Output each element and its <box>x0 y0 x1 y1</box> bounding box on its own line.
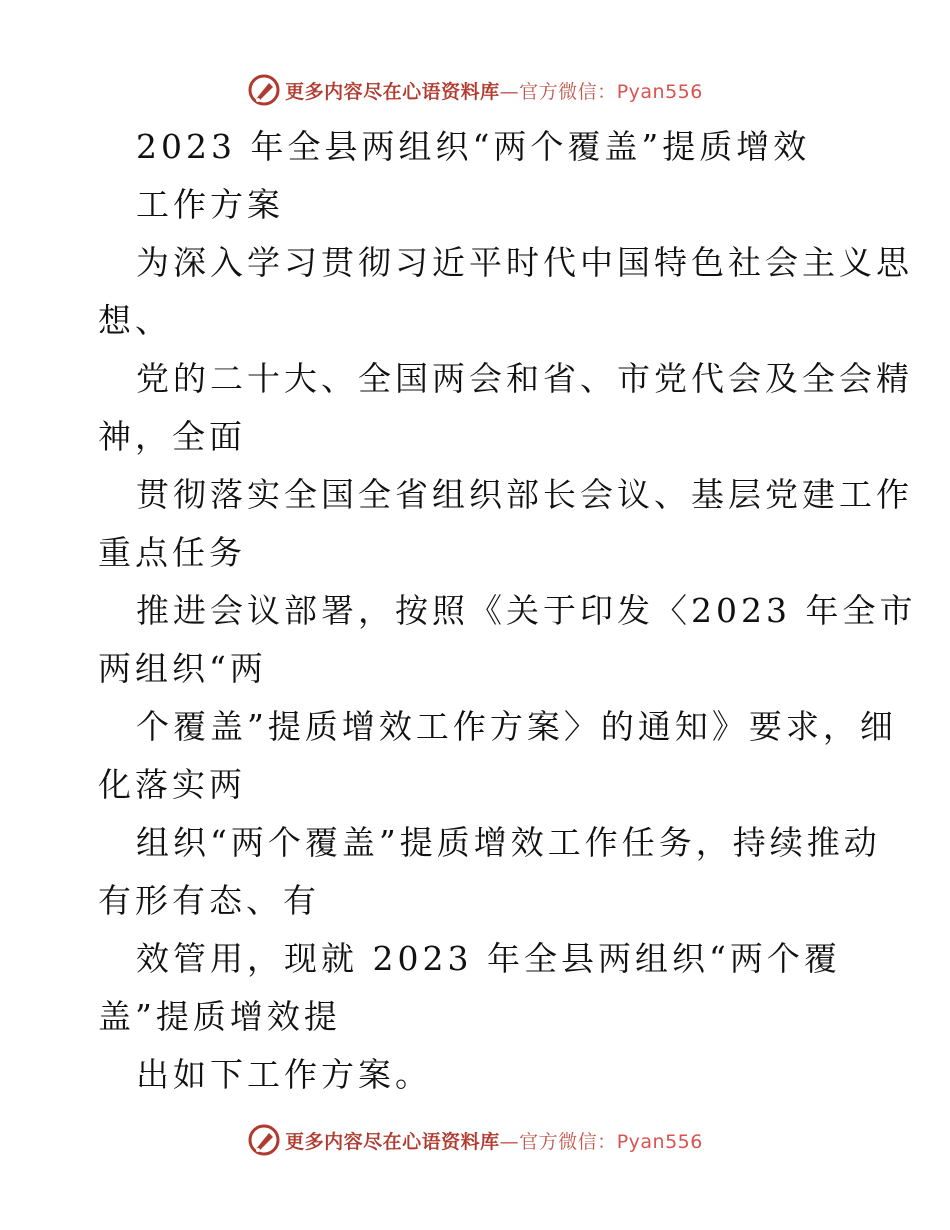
pen-nib-logo-icon <box>247 1123 281 1157</box>
doc-line: 个覆盖”提质增效工作方案〉的通知》要求，细 <box>136 707 897 746</box>
doc-line: 重点任务 <box>98 533 246 572</box>
footer-slogan: 更多内容尽在心语资料库 <box>285 1130 500 1153</box>
doc-line: 组织“两个覆盖”提质增效工作任务，持续推动 <box>136 823 881 862</box>
doc-line: 贯彻落实全国全省组织部长会议、基层党建工作 <box>136 475 913 514</box>
footer-banner <box>0 1120 950 1160</box>
header-separator: — <box>499 80 520 103</box>
doc-line: 神，全面 <box>98 417 246 456</box>
doc-line: 推进会议部署，按照《关于印发〈2023 年全市 <box>136 591 917 630</box>
doc-line: 两组织“两 <box>98 649 267 688</box>
header-banner <box>0 70 950 110</box>
footer-account: Pyan556 <box>616 1130 703 1153</box>
footer-wechat-label: 官方微信： <box>519 1130 617 1153</box>
header-wechat-label: 官方微信： <box>519 80 617 103</box>
header-banner-text <box>285 77 703 104</box>
doc-line: 有形有态、有 <box>98 881 320 920</box>
footer-separator: — <box>499 1130 520 1153</box>
doc-title-line-2: 工作方案 <box>136 185 284 224</box>
header-slogan: 更多内容尽在心语资料库 <box>285 80 500 103</box>
doc-title-line-1: 2023 年全县两组织“两个覆盖”提质增效 <box>136 127 811 166</box>
doc-line: 为深入学习贯彻习近平时代中国特色社会主义思 <box>136 243 913 282</box>
doc-line: 党的二十大、全国两会和省、市党代会及全会精 <box>136 359 913 398</box>
pen-nib-logo-icon <box>247 73 281 107</box>
footer-banner-text <box>285 1127 703 1154</box>
doc-line: 出如下工作方案。 <box>136 1055 432 1094</box>
header-account: Pyan556 <box>616 80 703 103</box>
doc-line: 盖”提质增效提 <box>98 997 341 1036</box>
doc-line: 想、 <box>98 301 172 340</box>
doc-line: 效管用，现就 2023 年全县两组织“两个覆 <box>136 939 841 978</box>
document-body <box>98 118 917 1104</box>
doc-line: 化落实两 <box>98 765 246 804</box>
